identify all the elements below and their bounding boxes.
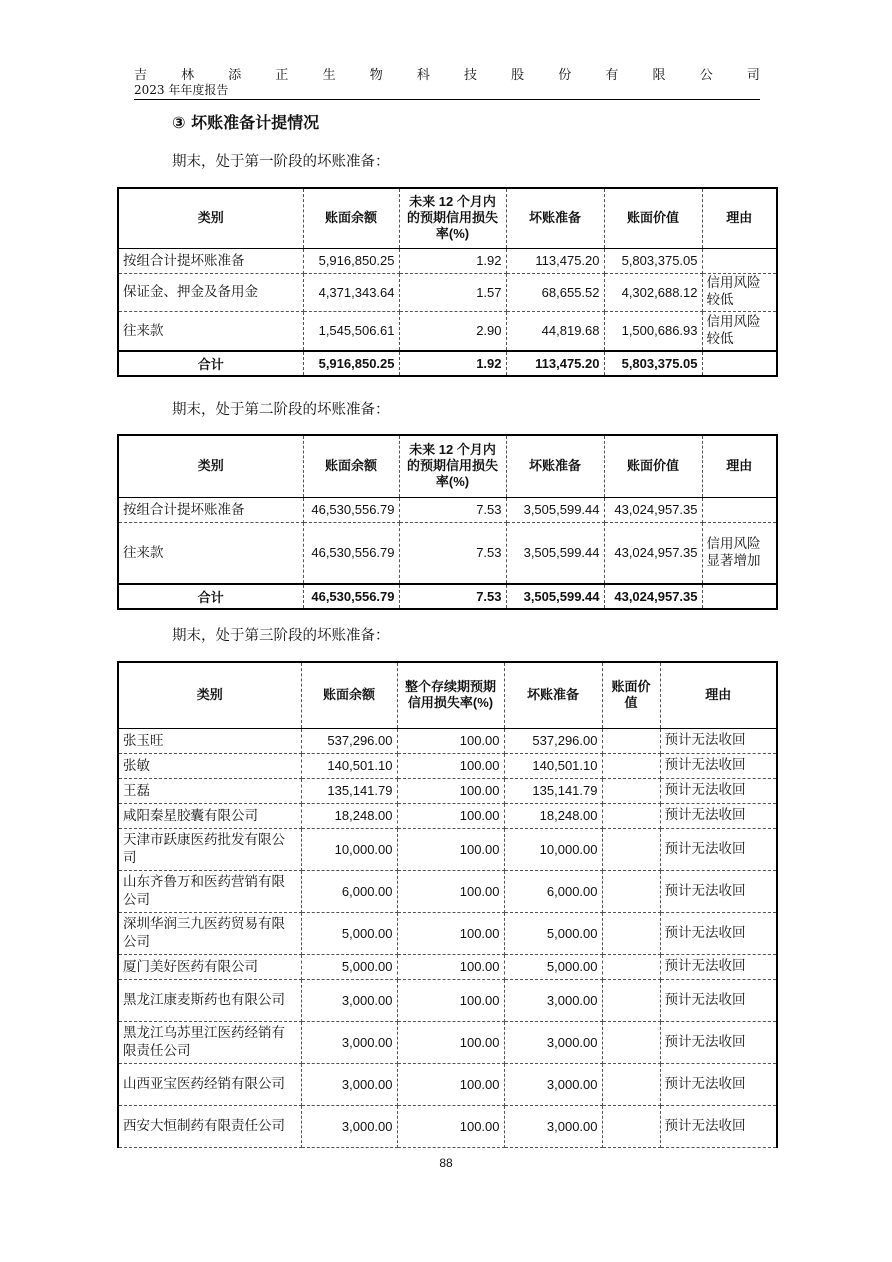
cell-reason: 预计无法收回 bbox=[660, 954, 777, 979]
table-row bbox=[118, 1021, 777, 1063]
cell-provision: 6,000.00 bbox=[504, 870, 602, 912]
cell-reason: 预计无法收回 bbox=[660, 870, 777, 912]
cell-loss-rate: 100.00 bbox=[397, 778, 504, 803]
column-header: 坏账准备 bbox=[506, 188, 604, 248]
column-header: 账面价值 bbox=[604, 435, 702, 497]
stage3-intro: 期末，处于第三阶段的坏账准备： bbox=[172, 628, 390, 644]
cell-loss-rate: 100.00 bbox=[397, 1021, 504, 1063]
cell-reason: 预计无法收回 bbox=[660, 778, 777, 803]
cell-book-balance: 1,545,506.61 bbox=[303, 311, 399, 351]
company-char: 物 bbox=[369, 68, 383, 83]
company-char: 份 bbox=[558, 68, 572, 83]
cell-reason: 信用风险较低 bbox=[702, 273, 777, 311]
cell-book-balance: 3,000.00 bbox=[301, 979, 397, 1021]
column-header: 未来 12 个月内的预期信用损失率(%) bbox=[399, 435, 506, 497]
cell-reason bbox=[702, 248, 777, 273]
cell-book-balance: 3,000.00 bbox=[301, 1021, 397, 1063]
cell-book-value bbox=[602, 1105, 660, 1147]
cell-reason: 预计无法收回 bbox=[660, 753, 777, 778]
company-char: 限 bbox=[652, 68, 666, 83]
report-year: 2023 年年度报告 bbox=[134, 83, 229, 97]
cell-loss-rate: 1.92 bbox=[399, 351, 506, 376]
cell-reason bbox=[702, 351, 777, 376]
cell-book-balance: 4,371,343.64 bbox=[303, 273, 399, 311]
cell-reason: 预计无法收回 bbox=[660, 728, 777, 753]
cell-loss-rate: 7.53 bbox=[399, 522, 506, 584]
cell-reason: 信用风险较低 bbox=[702, 311, 777, 351]
cell-loss-rate: 100.00 bbox=[397, 828, 504, 870]
cell-category: 深圳华润三九医药贸易有限公司 bbox=[118, 912, 301, 954]
company-char: 技 bbox=[463, 68, 477, 83]
table-header-row bbox=[118, 188, 777, 248]
company-char: 吉 bbox=[134, 68, 148, 83]
cell-provision: 3,000.00 bbox=[504, 1105, 602, 1147]
cell-loss-rate: 100.00 bbox=[397, 954, 504, 979]
cell-category: 天津市跃康医药批发有限公司 bbox=[118, 828, 301, 870]
cell-provision: 3,000.00 bbox=[504, 979, 602, 1021]
column-header: 账面价值 bbox=[602, 662, 660, 728]
cell-book-value bbox=[602, 803, 660, 828]
company-char: 股 bbox=[511, 68, 525, 83]
cell-category: 山东齐鲁万和医药营销有限公司 bbox=[118, 870, 301, 912]
table-row bbox=[118, 273, 777, 311]
cell-book-balance: 18,248.00 bbox=[301, 803, 397, 828]
cell-book-value bbox=[602, 870, 660, 912]
table-row bbox=[118, 311, 777, 351]
cell-provision: 135,141.79 bbox=[504, 778, 602, 803]
header-divider bbox=[134, 99, 760, 100]
cell-provision: 10,000.00 bbox=[504, 828, 602, 870]
column-header: 坏账准备 bbox=[506, 435, 604, 497]
cell-reason: 预计无法收回 bbox=[660, 1021, 777, 1063]
cell-category: 厦门美好医药有限公司 bbox=[118, 954, 301, 979]
column-header: 类别 bbox=[118, 662, 301, 728]
cell-book-value bbox=[602, 912, 660, 954]
table-row bbox=[118, 728, 777, 753]
column-header: 未来 12 个月内的预期信用损失率(%) bbox=[399, 188, 506, 248]
cell-book-value bbox=[602, 778, 660, 803]
cell-book-value: 1,500,686.93 bbox=[604, 311, 702, 351]
cell-provision: 3,000.00 bbox=[504, 1021, 602, 1063]
cell-book-balance: 46,530,556.79 bbox=[303, 584, 399, 609]
cell-book-value: 43,024,957.35 bbox=[604, 584, 702, 609]
cell-category: 黑龙江乌苏里江医药经销有限责任公司 bbox=[118, 1021, 301, 1063]
cell-provision: 3,505,599.44 bbox=[506, 584, 604, 609]
cell-provision: 140,501.10 bbox=[504, 753, 602, 778]
cell-category: 按组合计提坏账准备 bbox=[118, 248, 303, 273]
cell-provision: 44,819.68 bbox=[506, 311, 604, 351]
column-header: 坏账准备 bbox=[504, 662, 602, 728]
company-char: 正 bbox=[275, 68, 289, 83]
table-total-row bbox=[118, 584, 777, 609]
cell-book-value bbox=[602, 1063, 660, 1105]
cell-provision: 113,475.20 bbox=[506, 351, 604, 376]
cell-loss-rate: 100.00 bbox=[397, 1105, 504, 1147]
table-row bbox=[118, 870, 777, 912]
cell-book-balance: 5,000.00 bbox=[301, 954, 397, 979]
column-header: 理由 bbox=[702, 435, 777, 497]
cell-category: 王磊 bbox=[118, 778, 301, 803]
cell-loss-rate: 1.92 bbox=[399, 248, 506, 273]
cell-loss-rate: 100.00 bbox=[397, 870, 504, 912]
cell-book-balance: 140,501.10 bbox=[301, 753, 397, 778]
column-header: 账面余额 bbox=[301, 662, 397, 728]
column-header: 账面余额 bbox=[303, 188, 399, 248]
table-row bbox=[118, 248, 777, 273]
cell-reason: 信用风险显著增加 bbox=[702, 522, 777, 584]
table-row bbox=[118, 828, 777, 870]
cell-book-balance: 5,000.00 bbox=[301, 912, 397, 954]
column-header: 整个存续期预期信用损失率(%) bbox=[397, 662, 504, 728]
table-row bbox=[118, 497, 777, 522]
cell-loss-rate: 2.90 bbox=[399, 311, 506, 351]
cell-book-value bbox=[602, 828, 660, 870]
cell-loss-rate: 7.53 bbox=[399, 497, 506, 522]
cell-total-label: 合计 bbox=[118, 584, 303, 609]
column-header: 账面余额 bbox=[303, 435, 399, 497]
cell-loss-rate: 100.00 bbox=[397, 753, 504, 778]
cell-book-value: 4,302,688.12 bbox=[604, 273, 702, 311]
cell-book-value bbox=[602, 1021, 660, 1063]
cell-provision: 3,505,599.44 bbox=[506, 522, 604, 584]
cell-book-value bbox=[602, 979, 660, 1021]
cell-category: 保证金、押金及备用金 bbox=[118, 273, 303, 311]
cell-loss-rate: 7.53 bbox=[399, 584, 506, 609]
cell-loss-rate: 1.57 bbox=[399, 273, 506, 311]
cell-book-value: 43,024,957.35 bbox=[604, 497, 702, 522]
cell-category: 山西亚宝医药经销有限公司 bbox=[118, 1063, 301, 1105]
cell-reason: 预计无法收回 bbox=[660, 979, 777, 1021]
cell-book-balance: 3,000.00 bbox=[301, 1063, 397, 1105]
cell-category: 按组合计提坏账准备 bbox=[118, 497, 303, 522]
stage2-table bbox=[117, 434, 778, 610]
cell-reason: 预计无法收回 bbox=[660, 1105, 777, 1147]
cell-loss-rate: 100.00 bbox=[397, 912, 504, 954]
cell-category: 黑龙江康麦斯药也有限公司 bbox=[118, 979, 301, 1021]
company-char: 生 bbox=[322, 68, 336, 83]
cell-provision: 68,655.52 bbox=[506, 273, 604, 311]
table-header-row bbox=[118, 435, 777, 497]
cell-category: 西安大恒制药有限责任公司 bbox=[118, 1105, 301, 1147]
stage3-table bbox=[117, 661, 778, 1148]
cell-category: 张玉旺 bbox=[118, 728, 301, 753]
cell-book-value: 5,803,375.05 bbox=[604, 351, 702, 376]
cell-category: 往来款 bbox=[118, 522, 303, 584]
cell-book-balance: 46,530,556.79 bbox=[303, 522, 399, 584]
table-row bbox=[118, 1063, 777, 1105]
table-row bbox=[118, 912, 777, 954]
cell-provision: 3,000.00 bbox=[504, 1063, 602, 1105]
cell-provision: 113,475.20 bbox=[506, 248, 604, 273]
stage1-table bbox=[117, 187, 778, 377]
table-row bbox=[118, 1105, 777, 1147]
cell-book-balance: 537,296.00 bbox=[301, 728, 397, 753]
cell-reason: 预计无法收回 bbox=[660, 828, 777, 870]
column-header: 类别 bbox=[118, 188, 303, 248]
company-char: 司 bbox=[746, 68, 760, 83]
cell-book-value: 5,803,375.05 bbox=[604, 248, 702, 273]
table-header-row bbox=[118, 662, 777, 728]
cell-book-balance: 10,000.00 bbox=[301, 828, 397, 870]
company-char: 添 bbox=[228, 68, 242, 83]
cell-book-balance: 5,916,850.25 bbox=[303, 248, 399, 273]
stage2-intro: 期末，处于第二阶段的坏账准备： bbox=[172, 402, 390, 418]
table-row bbox=[118, 753, 777, 778]
table-row bbox=[118, 979, 777, 1021]
cell-book-balance: 46,530,556.79 bbox=[303, 497, 399, 522]
cell-loss-rate: 100.00 bbox=[397, 979, 504, 1021]
cell-loss-rate: 100.00 bbox=[397, 803, 504, 828]
cell-provision: 5,000.00 bbox=[504, 912, 602, 954]
column-header: 类别 bbox=[118, 435, 303, 497]
page-number: 88 bbox=[439, 1156, 453, 1170]
column-header: 账面价值 bbox=[604, 188, 702, 248]
company-char: 科 bbox=[416, 68, 430, 83]
table-row bbox=[118, 778, 777, 803]
company-char: 公 bbox=[699, 68, 713, 83]
cell-category: 往来款 bbox=[118, 311, 303, 351]
cell-book-balance: 135,141.79 bbox=[301, 778, 397, 803]
company-char: 有 bbox=[605, 68, 619, 83]
cell-category: 咸阳秦星胶囊有限公司 bbox=[118, 803, 301, 828]
column-header: 理由 bbox=[660, 662, 777, 728]
column-header: 理由 bbox=[702, 188, 777, 248]
cell-reason bbox=[702, 584, 777, 609]
cell-provision: 5,000.00 bbox=[504, 954, 602, 979]
stage1-intro: 期末，处于第一阶段的坏账准备： bbox=[172, 154, 390, 170]
cell-book-value bbox=[602, 954, 660, 979]
cell-loss-rate: 100.00 bbox=[397, 1063, 504, 1105]
cell-total-label: 合计 bbox=[118, 351, 303, 376]
table-row bbox=[118, 803, 777, 828]
cell-book-value bbox=[602, 728, 660, 753]
cell-reason: 预计无法收回 bbox=[660, 803, 777, 828]
cell-book-balance: 3,000.00 bbox=[301, 1105, 397, 1147]
table-row bbox=[118, 954, 777, 979]
cell-book-value bbox=[602, 753, 660, 778]
table-total-row bbox=[118, 351, 777, 376]
cell-book-balance: 6,000.00 bbox=[301, 870, 397, 912]
section-title: ③ 坏账准备计提情况 bbox=[172, 113, 320, 132]
cell-book-value: 43,024,957.35 bbox=[604, 522, 702, 584]
cell-reason bbox=[702, 497, 777, 522]
cell-provision: 537,296.00 bbox=[504, 728, 602, 753]
cell-reason: 预计无法收回 bbox=[660, 1063, 777, 1105]
company-char: 林 bbox=[181, 68, 195, 83]
cell-loss-rate: 100.00 bbox=[397, 728, 504, 753]
cell-book-balance: 5,916,850.25 bbox=[303, 351, 399, 376]
table-row bbox=[118, 522, 777, 584]
cell-category: 张敏 bbox=[118, 753, 301, 778]
cell-provision: 18,248.00 bbox=[504, 803, 602, 828]
cell-provision: 3,505,599.44 bbox=[506, 497, 604, 522]
cell-reason: 预计无法收回 bbox=[660, 912, 777, 954]
